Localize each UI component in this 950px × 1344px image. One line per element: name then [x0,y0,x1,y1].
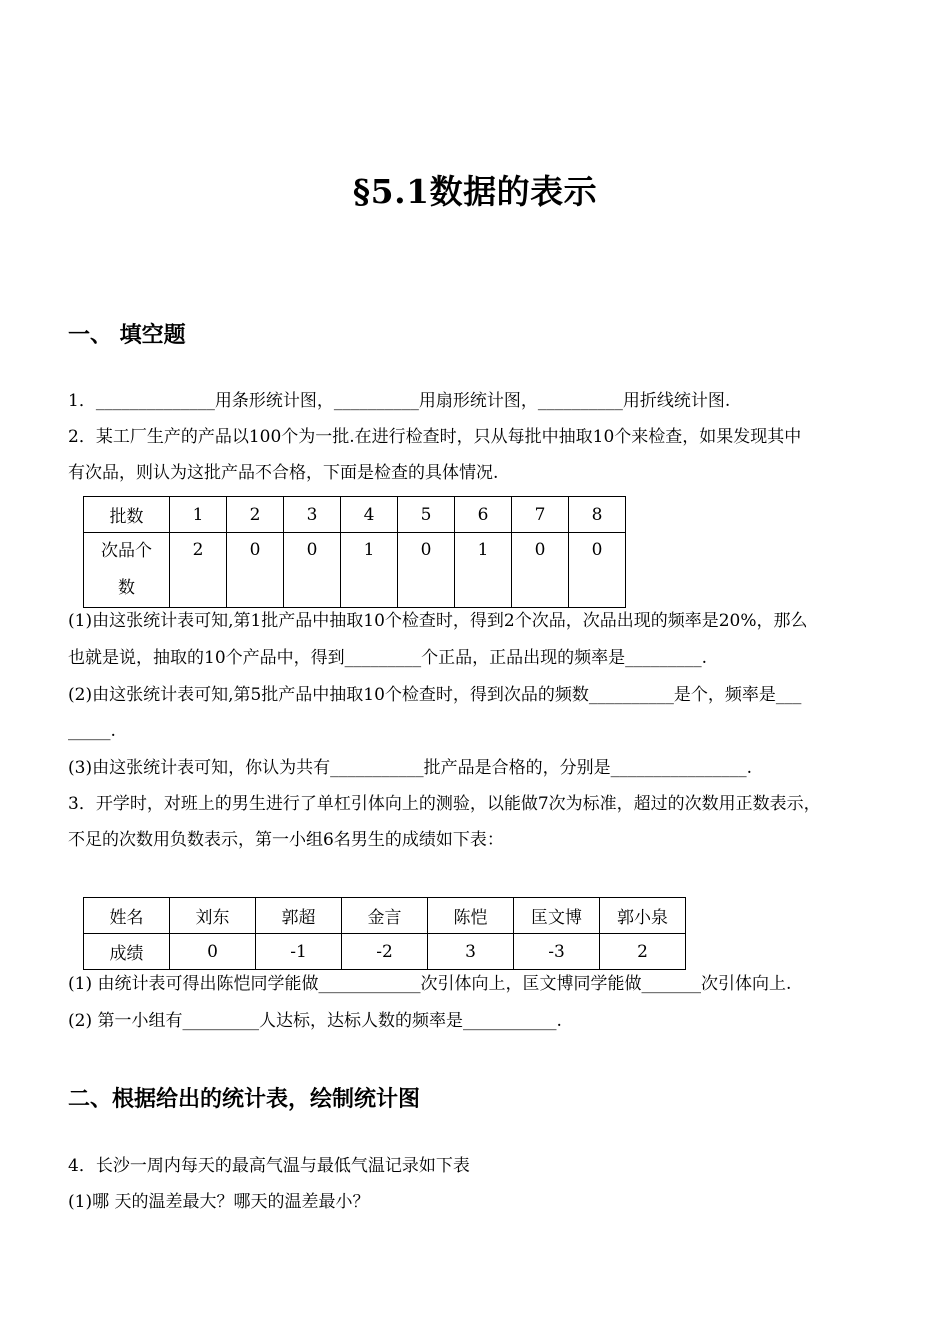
table-cell: 0 [512,533,569,608]
section-heading-fill-in: 一、 填空题 [68,323,186,348]
table-cell: 1 [170,497,227,533]
question-2-part-1-line-1: (1)由这张统计表可知,第1批产品中抽取10个检查时，得到2个次品，次品出现的频率是20%，那么 [68,611,808,631]
table-cell: 成绩 [84,934,170,970]
table-cell: 5 [398,497,455,533]
table-cell: 2 [227,497,284,533]
table-cell: 6 [455,497,512,533]
question-2-part-2-line-1: (2)由这张统计表可知,第5批产品中抽取10个检查时，得到次品的频数__________是个，频率是___ [68,685,802,705]
question-3-part-2: (2) 第一小组有_________人达标，达标人数的频率是___________. [68,1011,562,1031]
table-cell: 0 [170,934,256,970]
question-4: 4．长沙一周内每天的最高气温与最低气温记录如下表 [68,1156,470,1176]
table-cell: 0 [284,533,341,608]
table-cell: 姓名 [84,898,170,934]
question-2-line-1: 2．某工厂生产的产品以100个为一批.在进行检查时，只从每批中抽取10个来检查，如果发现其中 [68,427,802,447]
page-title: §5.1数据的表示 [352,172,598,211]
table-cell: 金言 [342,898,428,934]
table-cell: -1 [256,934,342,970]
table-cell: 陈恺 [428,898,514,934]
table-cell: 4 [341,497,398,533]
question-4-part-1: (1)哪 天的温差最大？哪天的温差最小？ [68,1192,370,1212]
table-cell: 7 [512,497,569,533]
section-heading-draw-chart: 二、根据给出的统计表，绘制统计图 [68,1087,421,1112]
table-cell: 郭小泉 [600,898,686,934]
table-cell: 2 [600,934,686,970]
table-cell: -3 [514,934,600,970]
row-label-line-2: 数 [118,578,135,598]
pullup-table-header-row [84,898,686,934]
table-cell: 刘东 [170,898,256,934]
question-3-line-1: 3．开学时，对班上的男生进行了单杠引体向上的测验，以能做7次为标准，超过的次数用正数表示， [68,794,821,814]
row-label-line-1: 次品个 [101,541,152,561]
question-2-part-1-line-2: 也就是说，抽取的10个产品中，得到_________个正品，正品出现的频率是_________. [68,648,708,668]
table-cell: 1 [341,533,398,608]
defect-table-header-row [84,497,626,533]
table-cell: 1 [455,533,512,608]
question-2-part-3: (3)由这张统计表可知，你认为共有___________批产品是合格的，分别是________________. [68,758,752,778]
table-row-label [84,533,170,608]
table-cell: 匡文博 [514,898,600,934]
question-1: 1．______________用条形统计图，__________用扇形统计图，__________用折线统计图. [68,391,731,411]
question-3-part-1: (1) 由统计表可得出陈恺同学能做____________次引体向上，匡文博同学能做_______次引体向上. [68,974,792,994]
table-cell: 0 [569,533,626,608]
table-cell: 3 [284,497,341,533]
pullup-score-table [83,897,686,970]
table-cell: 批数 [84,497,170,533]
table-cell: 郭超 [256,898,342,934]
question-2-part-2-line-2: _____. [68,721,116,741]
pullup-table-score-row [84,934,686,970]
defect-table [83,496,626,608]
table-cell: -2 [342,934,428,970]
table-cell: 8 [569,497,626,533]
table-cell: 2 [170,533,227,608]
question-3-line-2: 不足的次数用负数表示，第一小组6名男生的成绩如下表： [68,830,504,850]
table-cell: 0 [398,533,455,608]
table-cell: 3 [428,934,514,970]
table-cell: 0 [227,533,284,608]
question-2-line-2: 有次品，则认为这批产品不合格，下面是检查的具体情况. [68,463,499,483]
defect-table-value-row [84,533,626,608]
